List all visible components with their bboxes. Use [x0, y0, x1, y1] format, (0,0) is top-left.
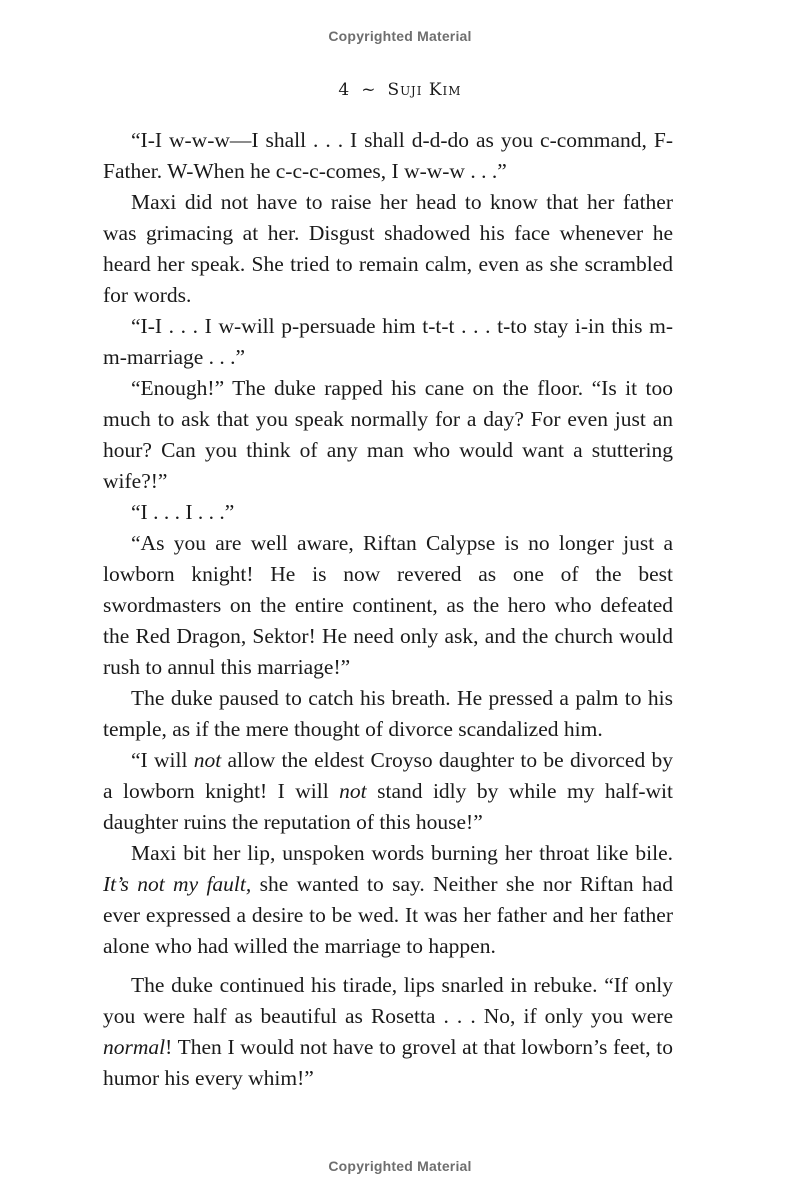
- paragraph: [103, 838, 673, 962]
- emphasis: It’s not my fault,: [103, 872, 252, 896]
- emphasis: not: [339, 779, 367, 803]
- page-number: 4: [338, 80, 350, 100]
- paragraph-text: she wanted to say. Neither she nor Riftan had ever expressed a desire to be wed. It was her father and her father alone who had willed the marriage to happen.: [103, 872, 673, 958]
- paragraph-text: The duke continued his tirade, lips snarled in rebuke. “If only you were half as beautiful as Rosetta . . . No, if only you were: [103, 973, 673, 1028]
- body-text: [103, 125, 673, 1094]
- paragraph: “As you are well aware, Riftan Calypse is no longer just a lowborn knight! He is now revered as one of the best swordmasters on the entire continent, as the hero who defeated the Red Dragon, Sektor! He need only ask, and the church would rush to annul this marriage!”: [103, 531, 673, 679]
- paragraph: [103, 745, 673, 838]
- paragraph: [103, 970, 673, 1094]
- copyright-notice-top: Copyrighted Material: [328, 28, 472, 44]
- author-name: Suji Kim: [387, 80, 462, 100]
- paragraph-text: allow the eldest Croyso daughter to be divorced by a lowborn knight! I will: [103, 748, 673, 803]
- paragraph-text: ! Then I would not have to grovel at that lowborn’s feet, to humor his every whim!”: [103, 1035, 673, 1090]
- emphasis: not: [193, 748, 222, 772]
- running-head-separator: ~: [361, 80, 376, 100]
- paragraph-text: “I will: [131, 748, 194, 772]
- paragraph: The duke paused to catch his breath. He pressed a palm to his temple, as if the mere thought of divorce scandalized him.: [103, 686, 673, 741]
- paragraph: “I-I w-w-w—I shall . . . I shall d-d-do as you c-command, F-Father. W-When he c-c-c-comes, I w-w-w . . .”: [103, 128, 673, 183]
- paragraph-text: Maxi bit her lip, unspoken words burning her throat like bile.: [131, 841, 673, 865]
- paragraph-text: stand idly by while my half-wit daughter ruins the reputation of this house!”: [103, 779, 673, 834]
- paragraph: “I . . . I . . .”: [131, 500, 235, 524]
- paragraph: “I-I . . . I w-will p-persuade him t-t-t . . . t-to stay i-in this m-m-marriage . . .”: [103, 314, 673, 369]
- paragraph: Maxi did not have to raise her head to know that her father was grimacing at her. Disgust shadowed his face whenever he heard her speak. She tried to remain calm, even as she scrambled for words.: [103, 190, 673, 307]
- paragraph: “Enough!” The duke rapped his cane on the floor. “Is it too much to ask that you speak normally for a day? For even just an hour? Can you think of any man who would want a stuttering wife?!”: [103, 376, 673, 493]
- running-head: [0, 80, 800, 100]
- emphasis: normal: [103, 1035, 166, 1059]
- copyright-notice-bottom: Copyrighted Material: [328, 1158, 472, 1174]
